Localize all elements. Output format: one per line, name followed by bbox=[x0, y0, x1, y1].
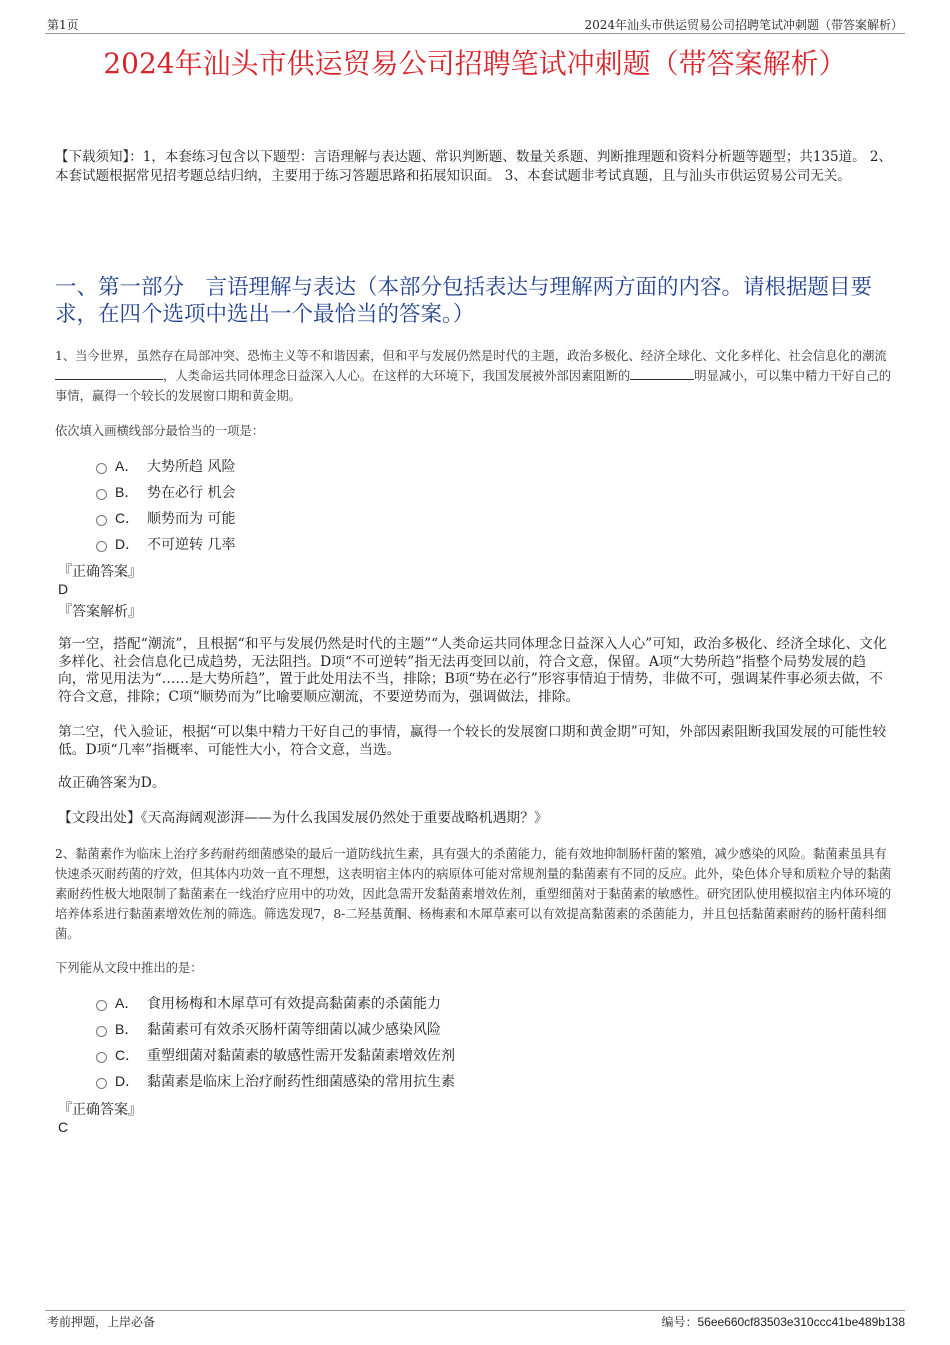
analysis-label: 『答案解析』 bbox=[58, 604, 142, 620]
correct-answer: C bbox=[58, 1119, 69, 1135]
document-title: 2024年汕头市供运贸易公司招聘笔试冲刺题（带答案解析） bbox=[103, 47, 847, 80]
q1-option-d[interactable]: D． 不可逆转 几率 bbox=[96, 534, 235, 554]
radio-icon[interactable] bbox=[96, 515, 107, 526]
q1-option-a[interactable]: A． 大势所趋 风险 bbox=[96, 456, 235, 476]
q1-option-c[interactable]: C． 顺势而为 可能 bbox=[96, 508, 235, 528]
answer-label: 『正确答案』 bbox=[58, 1102, 142, 1118]
blank-1 bbox=[55, 367, 163, 380]
source-citation: 【文段出处】《天高海阔观澎湃——为什么我国发展仍然处于重要战略机遇期？》 bbox=[58, 810, 548, 826]
section-heading: 一、第一部分 言语理解与表达（本部分包括表达与理解两方面的内容。请根据题目要求，在四个选项中选出一个最恰当的答案。） bbox=[55, 275, 873, 327]
radio-icon[interactable] bbox=[96, 1026, 107, 1037]
question-1-prompt: 依次填入画横线部分最恰当的一项是： bbox=[55, 424, 265, 438]
header-divider bbox=[45, 33, 905, 34]
footer-divider bbox=[45, 1310, 905, 1311]
blank-2 bbox=[630, 367, 694, 380]
q2-option-b[interactable]: B． 黏菌素可有效杀灭肠杆菌等细菌以减少感染风险 bbox=[96, 1019, 441, 1039]
radio-icon[interactable] bbox=[96, 489, 107, 500]
q2-option-c[interactable]: C． 重塑细菌对黏菌素的敏感性需开发黏菌素增效佐剂 bbox=[96, 1045, 455, 1065]
q2-option-d[interactable]: D． 黏菌素是临床上治疗耐药性细菌感染的常用抗生素 bbox=[96, 1071, 455, 1091]
footer-slogan: 考前押题，上岸必备 bbox=[47, 1315, 156, 1329]
answer-label: 『正确答案』 bbox=[58, 564, 142, 580]
radio-icon[interactable] bbox=[96, 1000, 107, 1011]
radio-icon[interactable] bbox=[96, 463, 107, 474]
analysis-paragraph-2: 第二空，代入验证，根据“可以集中精力干好自己的事情，赢得一个较长的发展窗口期和黄金期”可知，外部因素阻断我国发展的可能性较低。D项“几率”指概率、可能性大小，符合文意，当选。 bbox=[58, 724, 887, 758]
q2-option-a[interactable]: A． 食用杨梅和木犀草可有效提高黏菌素的杀菌能力 bbox=[96, 993, 441, 1013]
download-notice: 【下载须知】：1，本套练习包含以下题型：言语理解与表达题、常识判断题、数量关系题、判断推理题和资料分析题等题型；共135道。 2、本套试题根据常见招考题总结归纳，主要用于练习答题思路和拓展知识面。 3、本套试题非考试真题，且与汕头市供运贸易公司无关。 bbox=[55, 149, 892, 184]
radio-icon[interactable] bbox=[96, 1078, 107, 1089]
question-2-text: 2、黏菌素作为临床上治疗多药耐药细菌感染的最后一道防线抗生素，具有强大的杀菌能力，能有效地抑制肠杆菌的繁殖，减少感染的风险。黏菌素虽具有快速杀灭耐药菌的疗效，但其体内功效一直不理想，这表明宿主体内的病原体可能对常规剂量的黏菌素有不同的反应。此外，染色体介导和质粒介导的黏菌素耐药性极大地限制了黏菌素在一线治疗应用中的功效，因此急需开发黏菌素增效佐剂，重塑细菌对于黏菌素的敏感性。研究团队使用模拟宿主内体环境的培养体系进行黏菌素增效佐剂的筛选。筛选发现7，8-二羟基黄酮、杨梅素和木犀草素可以有效提高黏菌素的杀菌能力，并且包括黏菌素耐药的肠杆菌科细菌。 bbox=[55, 847, 892, 941]
document-id: 编号：56ee660cf83503e310ccc41be489b138 bbox=[661, 1315, 905, 1329]
analysis-paragraph-1: 第一空，搭配“潮流”，且根据“和平与发展仍然是时代的主题”“人类命运共同体理念日益深入人心”可知，政治多极化、经济全球化、文化多样化、社会信息化已成趋势，无法阻挡。D项“不可逆转”指无法再变回以前，符合文意，保留。A项“大势所趋”指整个局势发展的趋向，常见用法为“……是大势所趋”，置于此处用法不当，排除；B项“势在必行”形容事情迫于情势，非做不可，强调某件事必须去做，不符合文意，排除；C项“顺势而为”比喻要顺应潮流，不要逆势而为，强调做法，排除。 bbox=[58, 636, 887, 705]
radio-icon[interactable] bbox=[96, 541, 107, 552]
correct-answer: D bbox=[58, 581, 69, 597]
analysis-conclusion: 故正确答案为D。 bbox=[58, 775, 166, 791]
running-header: 2024年汕头市供运贸易公司招聘笔试冲刺题（带答案解析） bbox=[584, 18, 903, 32]
question-1-text: 1、当今世界，虽然存在局部冲突、恐怖主义等不和谐因素，但和平与发展仍然是时代的主题，政治多极化、经济全球化、文化多样化、社会信息化的潮流，人类命运共同体理念日益深入人心。在这样的大环境下，我国发展被外部因素阻断的 明显减小，可以集中精力干好自己的事情，赢得一个较长的发展窗口期和黄金期。 bbox=[55, 349, 892, 403]
q1-option-b[interactable]: B． 势在必行 机会 bbox=[96, 482, 235, 502]
page-number: 第1页 bbox=[47, 18, 79, 32]
question-2-prompt: 下列能从文段中推出的是： bbox=[55, 961, 203, 975]
radio-icon[interactable] bbox=[96, 1052, 107, 1063]
